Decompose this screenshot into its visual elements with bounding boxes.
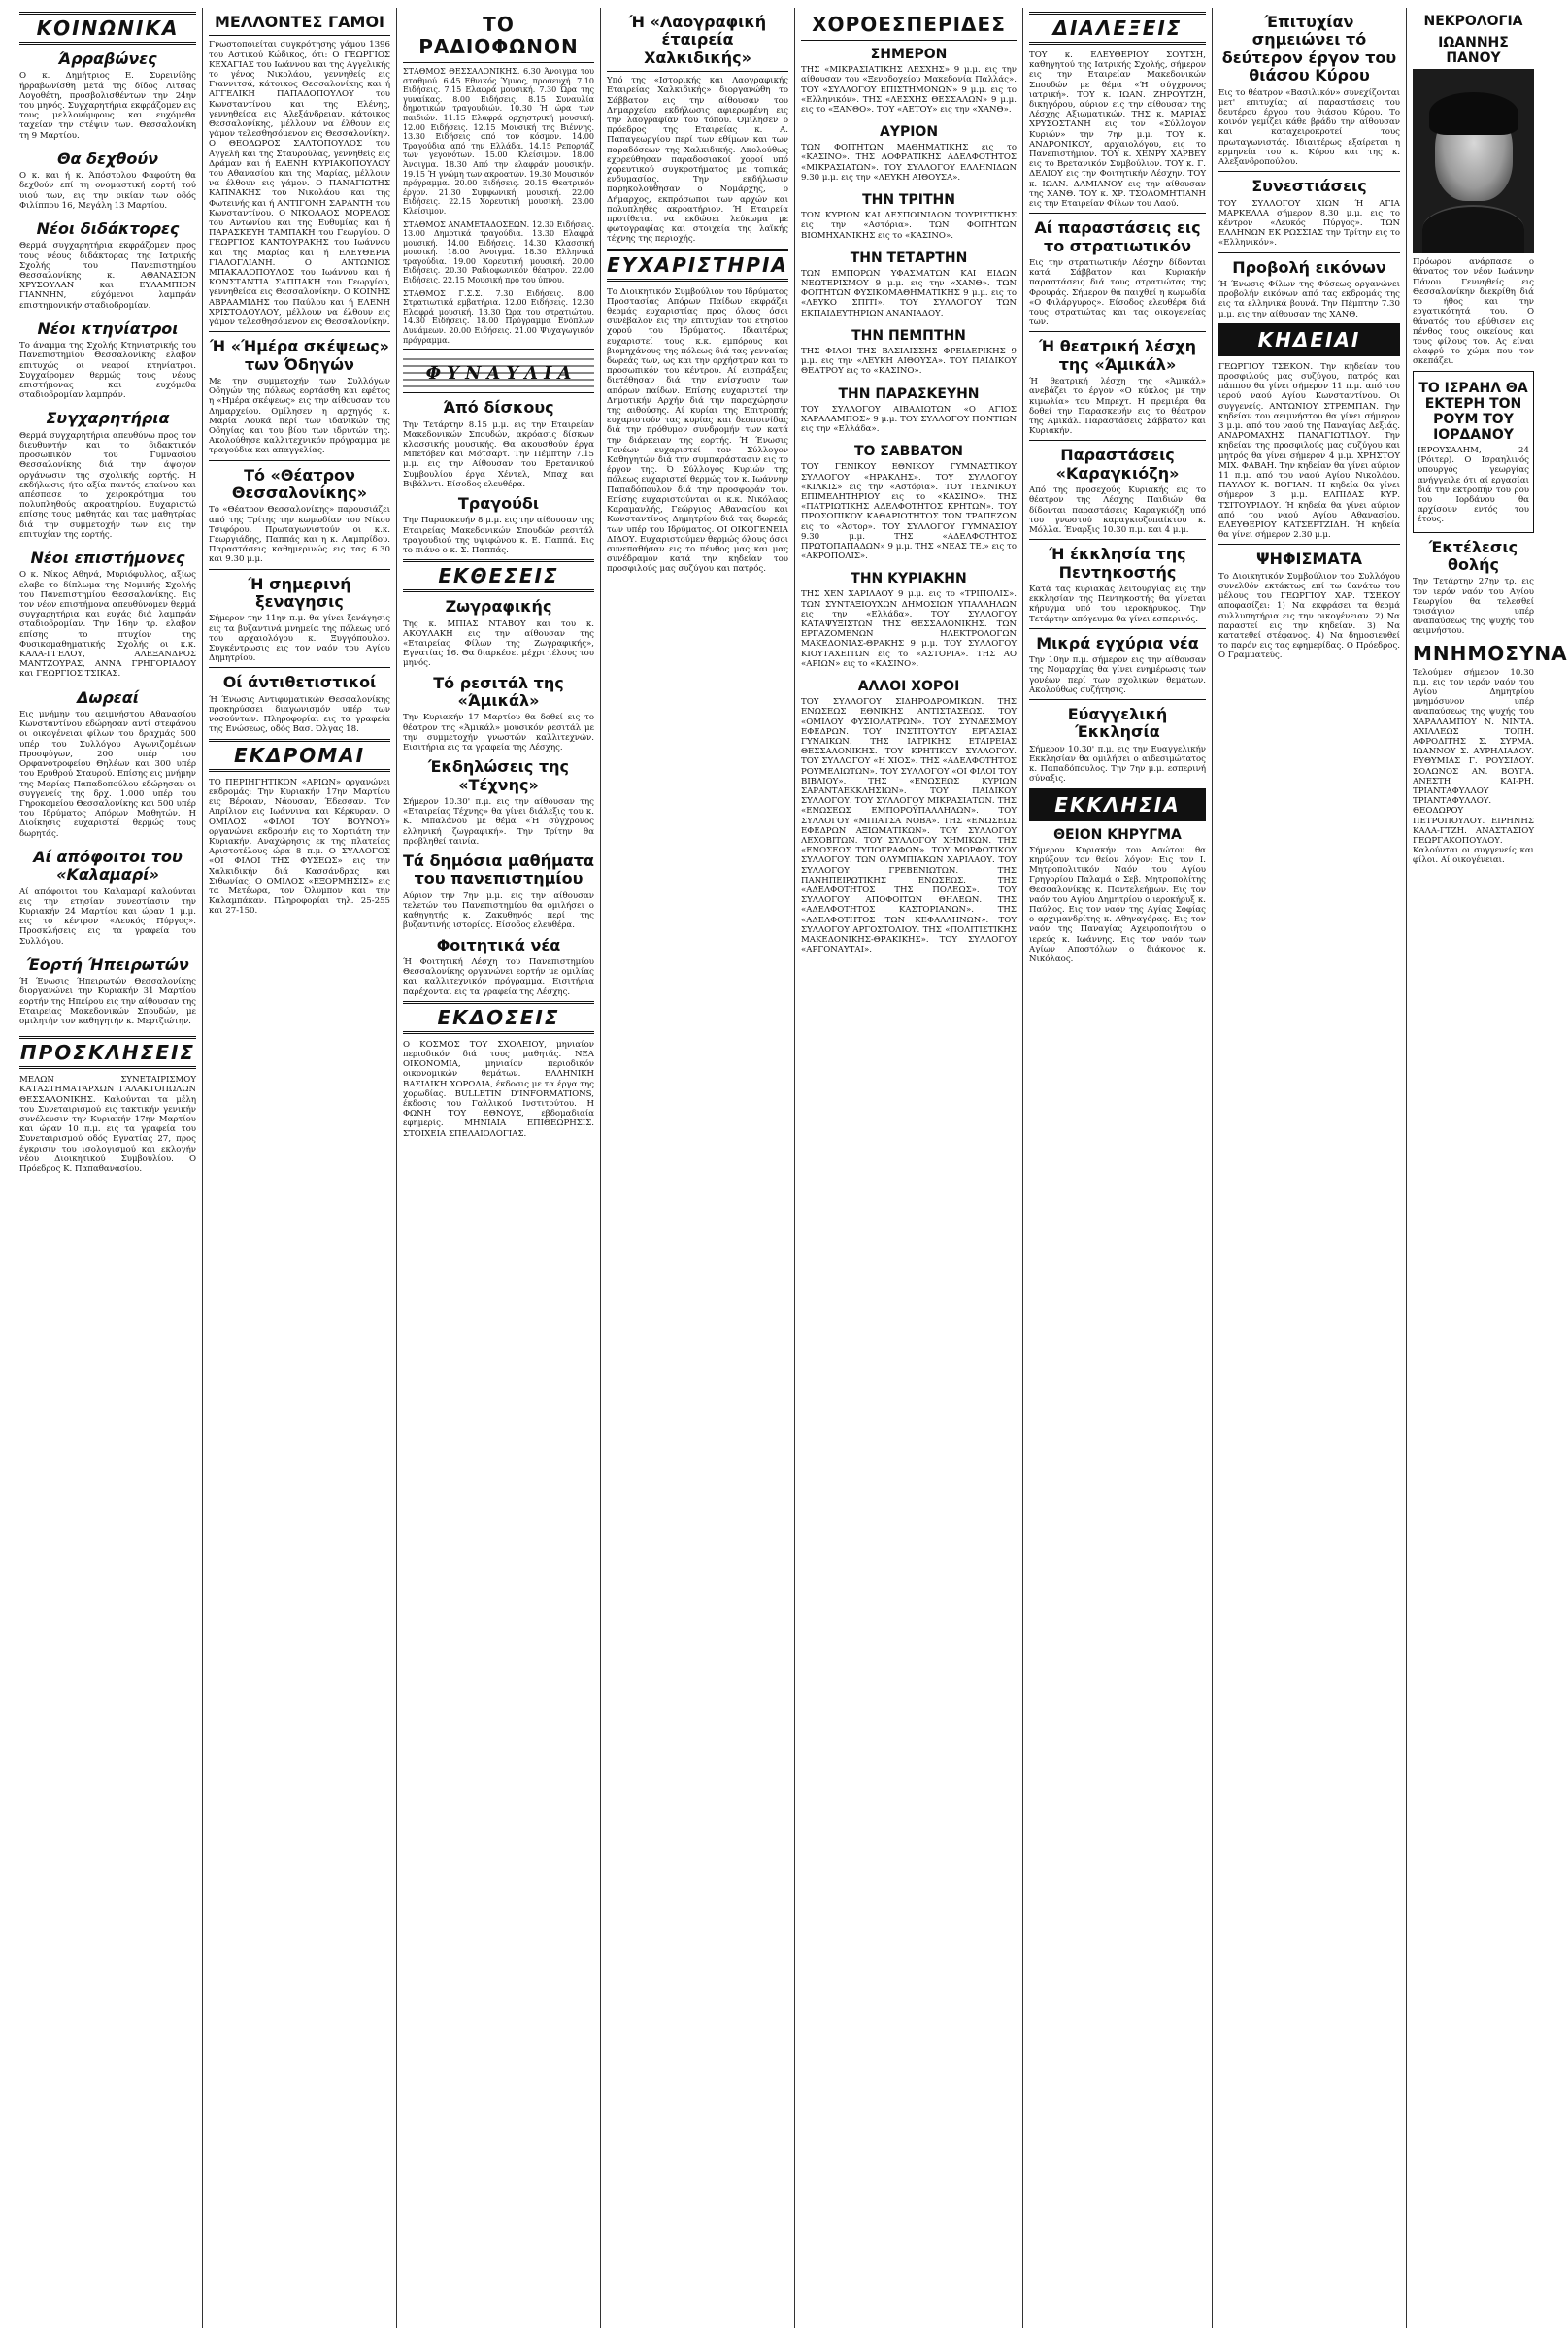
day-title: ΤΟ ΣΑΒΒΑΤΟΝ [853, 444, 964, 460]
portrait-shoulders [1422, 205, 1524, 253]
dinners-text: ΤΟΥ ΣΥΛΛΟΓΟΥ ΧΙΩΝ Ή ΑΓΙΑ ΜΑΡΚΕΛΛΑ σήμερον 8.30 μ.μ. εις το κέντρον «Λευκός Πύργος». ΤΩΝ ΕΛΛΗΝΩΝ ΕΚ ΡΩΣΣΙΑΣ την Τρίτην εις το «Ελληνικόν». [1218, 198, 1400, 249]
divider [1029, 440, 1206, 441]
social-section-2 [19, 150, 196, 211]
dances-day-8 [801, 571, 1017, 669]
dances-day-6 [801, 386, 1017, 435]
section-text: Το άναμμα της Σχολής Κτηνιατρικής του Πανεπιστημίου Θεσσαλονίκης ελαβον επιτυχώς οι νεαροί κτηνίατροι. Συγχαίρομεν θερμώς τους νέους επιστήμονας και ευχόμεθα σταδιοδρομίαν λαμπράν. [19, 341, 196, 401]
invitation-text: ΜΕΛΩΝ ΣΥΝΕΤΑΙΡΙΣΜΟΥ ΚΑΤΑΣΤΗΜΑΤΑΡΧΩΝ ΓΑΛΑΚΤΟΠΩΛΩΝ ΘΕΣΣΑΛΟΝΙΚΗΣ. Καλούνται τα μέλη του Συνεταιρισμού εις τακτικήν γενικήν συνέλευσιν την Κυριακήν 17ην Μαρτίου και ώραν 10 π.μ. εις τα γραφεία του Συνεταιρισμού οδός Εγνατίας 27, προς έγκρισιν του ισολογισμού και εκλογήν νέου Διοικητικού Συμβουλίου. Ο Πρόεδρος Κ. Παπαθανασίου. [19, 1075, 196, 1174]
divider [209, 460, 390, 461]
obituary-text: Πρόωρον ανάρπασε ο θάνατος τον νέον Ιωάννην Πάνου. Γεννηθείς εις Θεσσαλονίκην διεκρίθη διά το ήθος και την εργατικότητά του. Ο θάνατός του εβύθισεν εις πένθος τους οικείους και τους φίλους του. Ας είναι ελαφρύ το χώμα που τον σκεπάζει. [1413, 257, 1534, 367]
section-title: Αί απόφοιτοι του «Καλαμαρί» [33, 847, 183, 885]
dances-day-4 [801, 250, 1017, 318]
folklore-text: Υπό της «Ιστορικής και Λαογραφικής Εταιρείας Χαλκιδικής» διοργανώθη το Σάββατον εις την αίθουσαν του Δημαρχείου εκδήλωσις αφιερωμένη εις την λαογραφίαν του τόπου. Ομίλησεν ο πρόεδρος της Εταιρείας κ. Α. Παπαγεωργίου περί των εθίμων και των παραδόσεων της Χαλκιδικής. Ακολούθως εχορεύθησαν παραδοσιακοί χοροί υπό χορευτικού συγκροτήματος με τοπικάς ενδυμασίας. Την εκδήλωσιν παρηκολούθησαν ο Νομάρχης, ο Δήμαρχος, εκπρόσωποι των αρχών και πολυπληθές ακροατήριον. Ή Εταιρεία προτίθεται να εκδώσει λεύκωμα με φωτογραφίας και στοιχεία της λαϊκής τέχνης της περιοχής. [607, 76, 788, 245]
records-text: Την Τετάρτην 8.15 μ.μ. εις την Εταιρείαν Μακεδονικών Σπουδών, ακρόασις δίσκων κλασσικής μουσικής. Θα ακουσθούν έργα Μπετόβεν και Μότσαρτ. Την Πέμπτην 7.15 μ.μ. εις την Αίθουσαν του Βρετανικού Συμβουλίου έργα Χέντελ, Μπαχ και Βιβάλντι. Είσοδος ελευθέρα. [403, 419, 594, 489]
divider [1218, 252, 1400, 253]
section-text: Θερμά συγχαρητήρια εκφράζομεν προς τους νέους διδάκτορας της Ιατρικής Σχολής του Πανεπιστημίου Θεσσαλονίκης κ. ΑΘΑΝΑΣΙΟΝ ΧΡΥΣΟΥΛΑΝ και ΕΥΛΑΜΠΙΟΝ ΓΙΑΝΝΗΝ, εύχόμενοι λαμπράν επιστημονικήν σταδιοδρομίαν. [19, 241, 196, 311]
tour-text: Σήμερον την 11ην π.μ. θα γίνει ξενάγησις εις τα βυζαντινά μνημεία της πόλεως υπό του αρχαιολόγου κ. Ξυγγόπουλου. Συγκέντρωσις εις τον ναόν του Αγίου Δημητρίου. [209, 614, 390, 664]
newspaper-page [14, 8, 1568, 2328]
song-title: Τραγούδι [457, 494, 540, 514]
day-title: ΤΗΝ ΚΥΡΙΑΚΗΝ [851, 571, 967, 587]
dances-day-2 [801, 124, 1017, 183]
weddings-text: Γνωστοποιείται συγκρότησης γάμου 1396 του Αστικού Κώδικος, ότι: Ο ΓΕΩΡΓΙΟΣ ΚΕΧΑΓΙΑΣ του Ιωάννου και της Αγγελικής το γένος Νικολάου, γεννηθείς εις Γιαννιτσά, κάτοικος Θεσσαλονίκης και ή ΑΓΓΕΛΙΚΗ ΠΑΠΑΔΟΠΟΥΛΟΥ του Κωνσταντίνου και της Ελένης, γεννηθείσα εις Αλεξάνδρειαν, κάτοικος Θεσσαλονίκης, μέλλουν να έλθουν εις γάμον τελεσθησόμενον εις Θεσσαλονίκην. Ο ΘΕΟΔΩΡΟΣ ΣΑΛΤΟΠΟΥΛΟΣ του Αγγελή και της Σταυρούλας, γεννηθείς εις Δράμαν και ή ΕΛΕΝΗ ΚΥΡΙΑΚΟΠΟΥΛΟΥ του Αθανασίου και της Μαρίας, μέλλουν να έλθουν εις γάμον. Ο ΠΑΝΑΓΙΩΤΗΣ ΚΑΠΝΑΚΗΣ του Νικολάου και της Φωτεινής και ή ΑΝΤΙΓΟΝΗ ΣΑΡΑΝΤΗ του Κωνσταντίνου. Ο ΝΙΚΟΛΑΟΣ ΜΟΡΕΛΟΣ του Αντωνίου και της Ευθυμίας και ή ΠΑΡΑΣΚΕΥΗ ΤΑΜΠΑΚΗ του Γεωργίου. Ο ΓΕΩΡΓΙΟΣ ΚΑΝΤΟΥΡΑΚΗΣ του Ιωάννου και της Μαρίας και ή ΕΛΕΥΘΕΡΙΑ ΓΙΑΛΟΓΛΙΑΝΗ. Ο ΑΝΤΩΝΙΟΣ ΜΠΑΚΑΛΟΠΟΥΛΟΣ του Ιωάννου και ή ΚΩΝΣΤΑΝΤΙΑ ΣΑΠΠΑΚΗ του Γεωργίου, γεννηθείσα εις Θεσσαλονίκην. Ο ΚΟΙΝΗΣ ΑΒΡΑΑΜΙΔΗΣ του Παύλου και ή ΕΛΕΝΗ ΧΡΙΣΤΟΔΟΥΛΟΥ, μέλλουν να έλθουν εις γάμον τελεσθησόμενον εις Θεσσαλονίκην. [209, 40, 390, 328]
section-text: Αί απόφοιτοι του Καλαμαρί καλούνται εις την ετησίαν συνεστίασιν την Κυριακήν 24 Μαρτίου και ώραν 1 μ.μ. εις το κέντρον «Λευκός Πύργος». Προσκλήσεις εις τα γραφεία του Συλλόγου. [19, 886, 196, 947]
evangelical-church-text: Σήμερον 10.30' π.μ. εις την Ευαγγελικήν Εκκλησίαν θα ομιλήσει ο αιδεσιμώτατος κ. Παπαδόπουλος. Την 7ην μ.μ. εσπερινή σύναξις. [1029, 744, 1206, 785]
service-title: Έκτέλεσις θολής [1428, 537, 1518, 574]
social-section-4 [19, 320, 196, 401]
divider [1029, 213, 1206, 214]
antituberculosis-title: Οί άντιθετιστικοί [222, 673, 377, 692]
guides-title: Ή «Ήμέρα σκέψεως» των Όδηγών [210, 337, 389, 374]
social-section-6 [19, 550, 196, 680]
thanks-banner: ΕΥΧΑΡΙΣΤΗΡΙΑ [607, 249, 788, 282]
military-shows-title: Αί παραστάσεις εις το στρατιωτικόν [1034, 218, 1201, 255]
theatre-club-text: Ή θεατρική λέσχη της «Άμικάλ» ανεβάζει το έργον «Ο κύκλος με την κιμωλία» του Μπρεχτ. Η πρεμιέρα θα δοθεί την Παρασκευήν εις το θέατρον της Αμικάλ. Παραστάσεις Σάββατον και Κυριακήν. [1029, 377, 1206, 437]
column-lectures [1023, 8, 1213, 2328]
memorials-title: ΜΝΗΜΟΣΥΝΑ [1413, 641, 1568, 665]
day-title: ΤΗΝ ΤΡΙΤΗΝ [862, 192, 955, 209]
records-title: Άπό δίσκους [443, 398, 554, 418]
painting-title: Ζωγραφικής [445, 597, 552, 617]
invitations-banner: ΠΡΟΣΚΛΗΣΕΙΣ [19, 1036, 196, 1069]
day-text: ΤΗΣ «ΜΙΚΡΑΣΙΑΤΙΚΗΣ ΛΕΣΧΗΣ» 9 μ.μ. εις την αίθουσαν του «Ξενοδοχείου Μακεδονία Παλλάς». ΤΟΥ «ΣΥΛΛΟΓΟΥ ΕΠΙΣΤΗΜΟΝΩΝ» 9 μ.μ. εις το «Ελληνικόν». ΤΗΣ «ΛΕΣΧΗΣ ΘΕΣΣΑΛΩΝ» 9 μ.μ. εις το «ΞΑΝΘΟ». ΤΟΥ «ΑΕΤΟΥ» εις την «ΧΑΝΘ». [801, 65, 1017, 115]
column-obituaries [1407, 8, 1568, 2328]
radio-gss-text: ΣΤΑΘΜΟΣ Γ.Σ.Σ. 7.30 Ειδήσεις. 8.00 Στρατιωτικά εμβατήρια. 12.00 Ειδήσεις. 12.30 Ελαφρά μουσική. 13.30 Ώρα του στρατιώτου. 14.30 Ειδήσεις. 18.00 Πρόγραμμα Ενόπλων Δυνάμεων. 20.00 Ειδήσεις. 21.00 Ψυχαγωγικόν πρόγραμμα. [403, 288, 594, 345]
lectures-text: ΤΟΥ κ. ΕΛΕΥΘΕΡΙΟΥ ΣΟΥΤΣΗ, καθηγητού της Ιατρικής Σχολής, σήμερον εις την Εταιρείαν Μακεδονικών Σπουδών με θέμα «Ή σύγχρονος ιατρική». ΤΟΥ κ. ΙΩΑΝ. ΖΗΡΟΥΤΖΗ, δικηγόρου, αύριον εις την αίθουσαν της Λέσχης Αξιωματικών. ΤΗΣ κ. ΜΑΡΙΑΣ ΧΡΥΣΟΣΤΑΝΗ εις τον «Σύλλογον Κυριών» την 7ην μ.μ. ΤΟΥ κ. ΑΝΔΡΟΝΙΚΟΥ, αρχαιολόγου, εις το Πανεπιστήμιον. ΤΟΥ κ. ΧΕΝΡΥ ΧΑΡΒΕΥ εις το Βρετανικόν Συμβούλιον. ΤΟΥ κ. Γ. ΔΕΛΙΟΥ εις την Φοιτητικήν Λέσχην. ΤΟΥ κ. ΙΩΑΝ. ΔΑΜΙΑΝΟΥ εις την αίθουσαν της ΧΑΝΘ. ΤΟΥ κ. ΧΡ. ΤΣΟΛΟΜΗΤΙΑΝΗ εις την Εταιρείαν Φίλων του Λαού. [1029, 50, 1206, 210]
guides-text: Με την συμμετοχήν των Συλλόγων Οδηγών της πόλεως εορτάσθη και εφέτος η «Ημέρα σκέψεως» εις την αίθουσαν του Δημαρχείου. Ομίλησεν η αρχηγός κ. Μαρία Λουκά περί των ιδανικών της Οδηγίας και του βίου των ιδρυτών της. Ακολούθησε καλλιτεχνικόν πρόγραμμα με τραγούδια και απαγγελίας. [209, 377, 390, 456]
slideshow-text: Ή Ένωσις Φίλων της Φύσεως οργανώνει προβολήν εικόνων από τας εκδρομάς της εις τα ελληνικά βουνά. Την Πέμπτην 7.30 μ.μ. εις την αίθουσαν της ΧΑΝΘ. [1218, 279, 1400, 319]
divider [1218, 544, 1400, 545]
day-text: ΤΩΝ ΚΥΡΙΩΝ ΚΑΙ ΔΕΣΠΟΙΝΙΔΩΝ ΤΟΥΡΙΣΤΙΚΗΣ εις την «Αστόρια». ΤΩΝ ΦΟΙΤΗΤΩΝ ΒΙΟΜΗΧΑΝΙΚΗΣ εις το «ΚΑΣΙΝΟ». [801, 211, 1017, 241]
section-title: Άρραβώνες [58, 50, 157, 68]
dances-day-5 [801, 328, 1017, 377]
slideshow-title: Προβολή εικόνων [1232, 257, 1386, 277]
obituary-name: ΙΩΑΝΝΗΣ ΠΑΝΟΥ [1438, 35, 1509, 67]
social-section-8 [19, 849, 196, 947]
divider [209, 331, 390, 332]
day-text: ΤΟΥ ΓΕΝΙΚΟΥ ΕΘΝΙΚΟΥ ΓΥΜΝΑΣΤΙΚΟΥ ΣΥΛΛΟΓΟΥ «ΗΡΑΚΛΗΣ». ΤΟΥ ΣΥΛΛΟΓΟΥ «ΚΙΛΚΙΣ» εις την «Αστόρια». ΤΟΥ ΤΕΧΝΙΚΟΥ ΕΠΙΜΕΛΗΤΗΡΙΟΥ εις το «ΚΑΣΙΝΟ». ΤΗΣ «ΠΑΤΡΙΩΤΙΚΗΣ ΑΔΕΛΦΟΤΗΤΟΣ ΚΡΗΤΩΝ». ΤΟΥ ΠΡΟΣΩΠΙΚΟΥ ΚΑΘΑΡΙΟΤΗΤΟΣ ΤΩΝ ΤΡΑΠΕΖΩΝ εις το «Άστορ». ΤΟΥ ΣΥΛΛΟΓΟΥ ΓΥΜΝΑΣΙΟΥ 9.30 μ.μ. ΤΗΣ «ΑΔΕΛΦΟΤΗΤΟΣ ΠΡΩΤΟΠΑΠΑΔΩΝ» 9 μ.μ. ΤΗΣ «ΝΕΑΣ ΤΕ.» εις το «ΑΚΡΟΠΟΛΙΣ». [801, 462, 1017, 562]
radio-title: ΤΟ ΡΑΔΙΟΦΩΝΟΝ [418, 13, 579, 58]
evangelical-church-title: Εύαγγελική Έκκλησία [1067, 705, 1168, 742]
section-title: Συγχαρητήρια [46, 409, 170, 428]
day-text: ΤΟΥ ΣΥΛΛΟΓΟΥ ΣΙΔΗΡΟΔΡΟΜΙΚΩΝ. ΤΗΣ ΕΝΩΣΕΩΣ ΕΘΝΙΚΗΣ ΑΝΤΙΣΤΑΣΕΩΣ. ΤΟΥ «ΟΜΙΛΟΥ ΦΥΣΙΟΛΑΤΡΩΝ». ΤΟΥ ΣΥΝΔΕΣΜΟΥ ΕΦΕΔΡΩΝ. ΤΟΥ ΙΝΣΤΙΤΟΥΤΟΥ ΕΡΓΑΣΙΑΣ ΓΥΝΑΙΚΩΝ. ΤΗΣ ΙΑΤΡΙΚΗΣ ΕΤΑΙΡΕΙΑΣ ΘΕΣΣΑΛΟΝΙΚΗΣ. ΤΟΥ ΚΡΗΤΙΚΟΥ ΣΥΛΛΟΓΟΥ. ΤΟΥ ΣΥΛΛΟΓΟΥ «Η ΧΙΟΣ». ΤΗΣ «ΑΔΕΛΦΟΤΗΤΟΣ ΡΟΥΜΕΛΙΩΤΩΝ». ΤΟΥ ΣΥΛΛΟΓΟΥ «ΟΙ ΦΙΛΟΙ ΤΟΥ ΒΙΒΛΙΟΥ». ΤΗΣ «ΕΝΩΣΕΩΣ ΚΥΡΙΩΝ ΣΑΡΑΝΤΑΕΚΚΛΗΣΙΩΝ». ΤΟΥ ΠΑΙΔΙΚΟΥ ΣΥΛΛΟΓΟΥ. ΤΟΥ ΣΥΛΛΟΓΟΥ ΜΙΚΡΑΣΙΑΤΩΝ. ΤΗΣ «ΕΝΩΣΕΩΣ ΕΜΠΟΡΟΫΠΑΛΛΗΛΩΝ». ΤΟΥ ΣΥΛΛΟΓΟΥ «ΜΠΙΑΤΣΑ ΝΟΒΑ». ΤΗΣ «ΕΝΩΣΕΩΣ ΕΦΕΔΡΩΝ ΑΞΙΩΜΑΤΙΚΩΝ». ΤΟΥ ΣΥΛΛΟΓΟΥ ΛΕΧΟΒΙΤΩΝ. ΤΟΥ ΣΥΛΛΟΓΟΥ ΧΗΜΙΚΩΝ. ΤΗΣ «ΕΝΩΣΕΩΣ ΤΥΠΟΓΡΑΦΩΝ». ΤΟΥ ΜΟΡΦΩΤΙΚΟΥ ΣΥΛΛΟΓΟΥ. ΤΩΝ ΟΛΥΜΠΙΑΚΩΝ ΧΑΡΙΛΑΟΥ. ΤΟΥ ΣΥΛΛΟΓΟΥ ΓΡΕΒΕΝΙΩΤΩΝ. ΤΗΣ ΠΑΝΗΠΕΙΡΩΤΙΚΗΣ ΕΝΩΣΕΩΣ. ΤΗΣ «ΑΔΕΛΦΟΤΗΤΟΣ ΤΗΣ ΠΟΛΕΩΣ». ΤΟΥ ΣΥΛΛΟΓΟΥ ΑΠΟΦΟΙΤΩΝ ΘΗΛΕΩΝ. ΤΗΣ «ΑΔΕΛΦΟΤΗΤΟΣ ΚΑΣΤΟΡΙΑΝΩΝ». ΤΗΣ «ΑΔΕΛΦΟΤΗΤΟΣ ΤΩΝ ΚΕΦΑΛΛΗΝΩΝ». ΤΟΥ ΣΥΛΛΟΓΟΥ ΑΡΓΟΣΤΟΛΙΟΥ. ΤΗΣ «ΠΟΛΙΤΙΣΤΙΚΗΣ ΜΑΚΕΔΟΝΙΚΗΣ-ΘΡΑΚΙΚΗΣ». ΤΟΥ ΣΥΛΛΟΓΟΥ «ΑΡΓΟΝΑΥΤΑΙ». [801, 697, 1017, 955]
concerts-ornament-label: Φ Υ Ν Α Υ Λ Ι Α [425, 363, 572, 384]
jordan-title: ΤΟ ΙΣΡΑΗΛ ΘΑ ΕΚΤΕΡΗ ΤΟΝ ΡΟΥΜ ΤΟΥ ΙΟΡΔΑΝΟΥ [1418, 380, 1528, 443]
kyros-title: Έπιτυχίαν σημειώνει τό δεύτερον έργον του θιάσου Κύρου [1221, 13, 1397, 85]
university-lectures-text: Αύριον την 7ην μ.μ. εις την αίθουσαν τελετών του Πανεπιστημίου θα ομιλήσει ο καθηγητής κ. Ζακυθηνός περί της βυζαντινής ιστορίας. Είσοδος ελευθέρα. [403, 890, 594, 931]
section-text: Ο κ. Δημήτριος Ε. Συρεινίδης ήρραβωνίσθη μετά της δίδος Λιτσας Λογοθέτη, προσβολισθέντων την 24ην του μηνός. Συγχαρητήρια εκφράζομεν εις τους μελλονύμφους και ευχόμεθα ταχείαν την στέψιν των. Θεσσαλονίκη τη 9 Μαρτίου. [19, 71, 196, 141]
jordan-news-box [1413, 371, 1534, 533]
column-social [14, 8, 203, 2328]
day-title: ΑΥΡΙΟΝ [879, 124, 939, 141]
student-news-text: Ή Φοιτητική Λέσχη του Πανεπιστημίου Θεσσαλονίκης οργανώνει εορτήν με ομιλίας και καλλιτεχνικόν πρόγραμμα. Εισιτήρια παρέχονται εις τα γραφεία της Λέσχης. [403, 957, 594, 997]
divider [1029, 331, 1206, 332]
theatre-title: Τό «Θέατρον Θεσσαλονίκης» [231, 465, 368, 503]
divider [209, 35, 390, 36]
service-text: Την Τετάρτην 27ην τρ. εις τον ιερόν ναόν του Αγίου Γεωργίου θα τελεσθεί τρισάγιον υπέρ αναπαύσεως της ψυχής του αειμνήστου. [1413, 577, 1534, 637]
painting-text: Της κ. ΜΠΙΑΣ ΝΤΑΒΟΥ και του κ. ΑΚΟΥΛΑΚΗ εις την αίθουσαν της «Εταιρείας Φίλων της Ζωγραφικής», Εγνατίας 16. Θα διαρκέσει μέχρι τέλους του μηνός. [403, 618, 594, 669]
local-news-text: Την 10ην π.μ. σήμερον εις την αίθουσαν της Νομαρχίας θα γίνει ενημέρωσις των γονέων περί των σχολικών θεμάτων. Ακολούθως συζήτησις. [1029, 655, 1206, 695]
weddings-title: ΜΕΛΛΟΝΤΕΣ ΓΑΜΟΙ [214, 13, 384, 31]
song-text: Την Παρασκευήν 8 μ.μ. εις την αίθουσαν της Εταιρείας Μακεδονικών Σπουδών ρεσιτάλ τραγουδιού της υψιφώνου κ. Ε. Παππά. Εις το πιάνο ο κ. Σ. Παππάς. [403, 516, 594, 556]
dances-day-7 [801, 444, 1017, 561]
divider [1029, 628, 1206, 629]
section-text: Θερμά συγχαρητήρια απευθύνω προς τον διευθυντήν και το διδακτικόν προσωπικόν του Γυμνασίου Θεσσαλονίκης διά την άψογον οργάνωσιν της σχολικής εορτής. Η εκδήλωσις ήτο αξία παντός επαίνου και απέσπασε το χειροκρότημα του πολυπληθούς ακροατηρίου. Ευχαριστώ επίσης τους μαθητάς και τας μαθητρίας διά την συμμετοχήν των εις την επιτυχίαν της εορτής. [19, 430, 196, 540]
folklore-title: Ή «Λαογραφική έταιρεία Χαλκιδικής» [628, 13, 767, 67]
divider [801, 40, 1017, 41]
tour-title: Ή σημερινή ξεναγησις [248, 574, 351, 612]
social-section-1 [19, 50, 196, 141]
social-section-3 [19, 220, 196, 311]
lectures-banner: ΔΙΑΛΕΞΕΙΣ [1029, 12, 1206, 45]
church-banner: ΕΚΚΛΗΣΙΑ [1029, 788, 1206, 821]
recital-title: Τό ρεσιτάλ της «Άμικάλ» [433, 673, 564, 711]
music-staff-icon [403, 350, 594, 392]
day-text: ΤΩΝ ΕΜΠΟΡΩΝ ΥΦΑΣΜΑΤΩΝ ΚΑΙ ΕΙΔΩΝ ΝΕΩΤΕΡΙΣΜΟΥ 9 μ.μ. εις την «ΧΑΝΘ». ΤΩΝ ΦΟΙΤΗΤΩΝ ΦΥΣΙΚΟΜΑΘΗΜΑΤΙΚΗΣ 9 μ.μ. εις το «ΛΕΥΚΟ ΣΠΙΤΙ». ΤΟΥ ΣΥΛΛΟΓΟΥ ΤΩΝ ΕΚΠΑΙΔΕΥΤΗΡΙΩΝ ΑΝΑΝΙΑΔΟΥ. [801, 268, 1017, 318]
section-title: Θα δεχθούν [56, 149, 159, 168]
divider [1029, 539, 1206, 540]
column-radio [397, 8, 601, 2328]
divider [209, 569, 390, 570]
art-events-title: Έκδηλώσεις της «Τέχνης» [427, 757, 570, 794]
social-section-7 [19, 689, 196, 839]
portrait-photo [1413, 69, 1534, 253]
military-shows-text: Εις την στρατιωτικήν Λέσχην δίδονται κατά Σάββατον και Κυριακήν παραστάσεις διά τους στρατιώτας της Φρουράς. Σήμερον θα παιχθεί η κωμωδία «Ο Φιλάργυρος». Είσοδος ελευθέρα διά τους στρατιώτας και τας οικογενείας των. [1029, 258, 1206, 328]
radio-thessaloniki-text: ΣΤΑΘΜΟΣ ΘΕΣΣΑΛΟΝΙΚΗΣ. 6.30 Άνοιγμα του σταθμού. 6.45 Εθνικός Ύμνος, προσευχή. 7.10 Ειδήσεις. 7.15 Ελαφρά μουσική. 7.30 Ώρα της γυναίκας. 8.00 Ειδήσεις. 8.15 Συναυλία δημοτικών τραγουδιών. 10.30 Ή ώρα των παιδιών. 11.15 Ελαφρά ορχηστρική μουσική. 12.00 Ειδήσεις. 12.15 Μουσική της Βιέννης. 13.30 Ειδήσεις από τον κόσμον. 14.00 Τραγούδια από την Ελλάδα. 14.15 Ρεπορτάζ των γεγονότων. 15.00 Κλείσιμον. 18.00 Άνοιγμα. 18.30 Από την ελαφράν μουσικήν. 19.15 Ή γνώμη των ακροατών. 19.30 Μουσικόν πρόγραμμα. 20.00 Ειδήσεις. 20.15 Θεατρικόν έργον. 21.30 Συμφωνική μουσική. 22.00 Ειδήσεις. 22.15 Χορευτική μουσική. 23.00 Κλείσιμον. [403, 67, 594, 216]
karagiozis-text: Από της προσεχούς Κυριακής εις το θέατρον της Λέσχης Παιδιών θα δίδονται παραστάσεις Καραγκιόζη υπό του γνωστού καραγκιοζοπαίκτου κ. Μόλλα. Έναρξις 10.30 π.μ. και 4 μ.μ. [1029, 485, 1206, 536]
dances-day-9 [801, 679, 1017, 954]
funerals-banner: ΚΗΔΕΙΑΙ [1218, 323, 1400, 356]
section-text: Εις μνήμην του αειμνήστου Αθανασίου Κωνσταντίνου εδώρησαν αντί στεφάνου οι οικογένειαι φίλων του δραχμάς 500 υπέρ του Συλλόγου Αγωνιζομένων Προσφύγων, 200 υπέρ του Ορφανοτροφείου Θηλέων και 300 υπέρ του Ερυθρού Σταυρού. Επίσης εις μνήμην της Μαρίας Παπαδοπούλου εδώρησαν οι συγγενείς της δρχ. 1.000 υπέρ του Γηροκομείου Θεσσαλονίκης και 500 υπέρ του Ιδρύματος Απόρων Μαθητών. Η Διοίκησις ευχαριστεί θερμώς τους δωρητάς. [19, 710, 196, 839]
divider [1029, 699, 1206, 700]
day-title: ΤΗΝ ΠΕΜΠΤΗΝ [851, 327, 966, 344]
sermon-title: ΘΕΙΟΝ ΚΗΡΥΓΜΑ [1053, 826, 1182, 843]
art-events-text: Σήμερον 10.30' π.μ. εις την αίθουσαν της «Εταιρείας Τέχνης» θα γίνει διάλεξις του κ. Κ. Μπαλάνου με θέμα «Ή σύγχρονος ελληνική ζωγραφική». Την Τρίτην θα προβληθεί ταινία. [403, 797, 594, 847]
social-section-9 [19, 956, 196, 1026]
day-text: ΤΩΝ ΦΟΙΤΗΤΩΝ ΜΑΘΗΜΑΤΙΚΗΣ εις το «ΚΑΣΙΝΟ». ΤΗΣ ΛΟΦΡΑΤΙΚΗΣ ΑΔΕΛΦΟΤΗΤΟΣ «ΜΙΚΡΑΣΙΑΤΩΝ». ΤΟΥ ΣΥΛΛΟΓΟΥ ΕΛΛΗΝΙΔΩΝ 9.30 μ.μ. εις την «ΛΕΥΚΗ ΑΙΘΟΥΣΑ». [801, 143, 1017, 183]
radio-relay-text: ΣΤΑΘΜΟΣ ΑΝΑΜΕΤΑΔΟΣΕΩΝ. 12.30 Ειδήσεις. 13.00 Δημοτικά τραγούδια. 13.30 Ελαφρά μουσική. 14.00 Ειδήσεις. 14.30 Κλασσική μουσική. 18.00 Άνοιγμα. 18.30 Ελληνικά τραγούδια. 19.00 Χορευτική μουσική. 20.00 Ειδήσεις. 20.30 Ραδιοφωνικόν θέατρον. 22.00 Ειδήσεις. 22.15 Μουσική προ του ύπνου. [403, 219, 594, 285]
pentecost-church-text: Κατά τας κυριακάς λειτουργίας εις την εκκλησίαν της Πεντηκοστής θα γίνεται κήρυγμα υπό του ιεροκήρυκος. Την Τετάρτην απόγευμα θα γίνει εσπερινός. [1029, 584, 1206, 624]
section-title: Νέοι διδάκτορες [36, 219, 180, 239]
dances-title: ΧΟΡΟΕΣΠΕΡΙΔΕΣ [812, 13, 1006, 36]
karagiozis-title: Παραστάσεις «Καραγκιόζη» [1055, 446, 1180, 483]
theatre-club-title: Ή θεατρική λέσχη της «Άμικάλ» [1038, 337, 1197, 374]
day-text: ΤΗΣ ΧΕΝ ΧΑΡΙΛΑΟΥ 9 μ.μ. εις το «ΤΡΙΠΟΛΙΣ». ΤΩΝ ΣΥΝΤΑΞΙΟΥΧΩΝ ΔΗΜΟΣΙΩΝ ΥΠΑΛΛΗΛΩΝ εις την «Ελλάδα». ΤΟΥ ΣΥΛΛΟΓΟΥ ΚΑΤΑΨΥΞΙΣΤΩΝ ΤΗΣ ΘΕΣΣΑΛΟΝΙΚΗΣ. ΤΩΝ ΕΡΓΑΖΟΜΕΝΩΝ ΗΛΕΚΤΡΟΛΟΓΩΝ ΜΑΚΕΔΟΝΙΑΣ-ΘΡΑΚΗΣ 9 μ.μ. ΤΟΥ ΣΥΛΛΟΓΟΥ ΚΙΟΥΤΑΧΕΙΤΩΝ εις το «ΑΣΤΟΡΙΑ». ΤΗΣ ΑΟ «ΑΡΙΩΝ» εις το «ΚΑΣΙΝΟ». [801, 589, 1017, 669]
excursions-banner: ΕΚΔΡΟΜΑΙ [209, 739, 390, 772]
dances-day-1 [801, 47, 1017, 115]
day-text: ΤΟΥ ΣΥΛΛΟΓΟΥ ΑΙΒΑΛΙΩΤΩΝ «Ο ΑΓΙΟΣ ΧΑΡΑΛΑΜΠΟΣ» 9 μ.μ. ΤΟΥ ΣΥΛΛΟΓΟΥ ΠΟΝΤΙΩΝ εις την «Ελλάδα». [801, 404, 1017, 435]
column-weddings [203, 8, 397, 2328]
divider [1218, 171, 1400, 172]
section-text: Ο κ. Νίκος Αθηνά, Μυριόφυλλος, αξίως ελαβε το δίπλωμα της Νομικής Σχολής του Πανεπιστημίου Θεσσαλονίκης. Εις τον νέον επιστήμονα απευθύνομεν θερμά συγχαρητήρια και ευχάς διά λαμπράν σταδιοδρομίαν. Την 16ην τρ. ελαβον επίσης το πτυχίον της Φυσικομαθηματικής Σχολής οι κ.κ. ΚΑΛΑ-ΓΓΕΛΟΥ, ΑΛΕΞΑΝΔΡΟΣ ΜΑΝΤΖΟΥΡΑΣ, ΑΝΝΑ ΓΡΗΓΟΡΙΑΔΟΥ και ΓΕΩΡΓΙΟΣ ΤΣΙΚΑΣ. [19, 570, 196, 680]
publications-banner: ΕΚΔΟΣΕΙΣ [403, 1001, 594, 1034]
day-title: ΣΗΜΕΡΟΝ [870, 47, 948, 62]
excursions-text: ΤΟ ΠΕΡΙΗΓΗΤΙΚΟΝ «ΑΡΙΩΝ» οργανώνει εκδρομάς: Την Κυριακήν 17ην Μαρτίου εις Βέροιαν, Νάουσαν, Έδεσσαν. Τον Απρίλιον εις Ιωάννινα και Κέρκυραν. Ο ΟΜΙΛΟΣ «ΦΙΛΟΙ ΤΟΥ ΒΟΥΝΟΥ» οργανώνει εκδρομήν εις το Χορτιάτη την Κυριακήν. Αναχώρησις εκ της πλατείας Αριστοτέλους ώρα 8 π.μ. Ο ΣΥΛΛΟΓΟΣ «ΟΙ ΦΙΛΟΙ ΤΗΣ ΦΥΣΕΩΣ» εις την Χαλκιδικήν διά Κασσάνδρας και Σιθωνίας. Ο ΟΜΙΛΟΣ «ΕΞΟΡΜΗΣΙΣ» εις τα Μετέωρα, τον Όλυμπον και την Καλαμπάκαν. Πληροφορίαι τηλ. 25-255 και 27-150. [209, 777, 390, 917]
recital-text: Την Κυριακήν 17 Μαρτίου θα δοθεί εις το θέατρον της «Άμικάλ» μουσικόν ρεσιτάλ με την συμμετοχήν γνωστών καλλιτεχνών. Εισιτήρια εις τα γραφεία της Λέσχης. [403, 713, 594, 753]
section-title: Έορτή Ήπειρωτών [26, 954, 189, 974]
exhibitions-banner: ΕΚΘΕΣΕΙΣ [403, 559, 594, 592]
memorials-text: Τελούμεν σήμερον 10.30 π.μ. εις τον ιερόν ναόν του Αγίου Δημητρίου μνημόσυνον υπέρ αναπαύσεως της ψυχής του ΧΑΡΑΛΑΜΠΟΥ Ν. ΝΙΝΤΑ. ΑΧΙΛΛΕΩΣ ΤΟΠΗ. ΑΦΡΟΔΙΤΗΣ Σ. ΣΥΡΜΑ. ΙΩΑΝΝΟΥ Σ. ΑΥΡΗΛΙΑΔΟΥ. ΕΥΘΥΜΙΑΣ Γ. ΡΟΥΣΙΔΟΥ. ΣΟΛΩΝΟΣ ΑΝ. ΒΟΥΓΑ. ΑΝΕΣΤΗ ΚΑΙ-ΡΗ. ΤΡΙΑΝΤΑΦΥΛΛΟΥ ΤΡΙΑΝΤΑΦΥΛΛΟΥ. ΘΕΟΔΩΡΟΥ ΠΕΤΡΟΠΟΥΛΟΥ. ΕΙΡΗΝΗΣ ΚΑΛΑ-ΓΤΖΗ. ΑΝΑΣΤΑΣΙΟΥ ΓΕΩΡΓΑΚΟΠΟΥΛΟΥ. Καλούνται οι συγγενείς και φίλοι. Αί οικογένειαι. [1413, 667, 1534, 866]
column-dances [795, 8, 1023, 2328]
pentecost-church-title: Ή έκκλησία της Πεντηκοστής [1049, 545, 1186, 582]
resolutions-text: Το Διοικητικόν Συμβούλιον του Συλλόγου συνελθόν εκτάκτως επί τω θανάτω του μέλους του ΓΕΩΡΓΙΟΥ ΧΑΡ. ΤΣΕΚΟΥ αποφασίζει: 1) Να εκφράσει τα θερμά συλλυπητήρια εις την οικογένειαν. 2) Να παραστεί εις την κηδείαν. 3) Να κατατεθεί στέφανος. 4) Να δημοσιευθεί το παρόν εις τας εφημερίδας. Ο Πρόεδρος. Ο Γραμματεύς. [1218, 571, 1400, 661]
dances-day-3 [801, 192, 1017, 241]
divider [209, 667, 390, 668]
column-theatre-funerals [1213, 8, 1407, 2328]
resolutions-title: ΨΗΦΙΣΜΑΤΑ [1255, 550, 1363, 569]
jordan-text: ΙΕΡΟΥΣΑΛΗΜ, 24 (Ρόιτερ). Ο Ισραηλινός υπουργός γεωργίας ανήγγειλε ότι αί εργασίαι διά την εκτροπήν του ρου του Ιορδάνου θα αρχίσουν εντός του έτους. [1418, 445, 1529, 525]
section-title: Νέοι επιστήμονες [30, 549, 185, 568]
obituary-label: ΝΕΚΡΟΛΟΓΙΑ [1423, 14, 1523, 29]
university-lectures-title: Τά δημόσια μαθήματα του πανεπιστημίου [403, 852, 594, 888]
student-news-title: Φοιτητικά νέα [436, 935, 561, 954]
dinners-title: Συνεστιάσεις [1251, 177, 1367, 196]
divider [403, 62, 594, 63]
column-folklore [601, 8, 795, 2328]
day-title: ΑΛΛΟΙ ΧΟΡΟΙ [857, 679, 960, 695]
day-text: ΤΗΣ ΦΙΛΟΙ ΤΗΣ ΒΑΣΙΛΙΣΣΗΣ ΦΡΕΙΔΕΡΙΚΗΣ 9 μ.μ. εις την «ΛΕΥΚΗ ΑΙΘΟΥΣΑ». ΤΟΥ ΠΑΙΔΙΚΟΥ ΘΕΑΤΡΟΥ εις το «ΚΑΣΙΝΟ». [801, 346, 1017, 377]
concerts-ornament [403, 349, 594, 393]
divider [607, 71, 788, 72]
local-news-title: Μικρά εγχύρια νέα [1036, 633, 1199, 652]
theatre-text: Το «Θέατρον Θεσσαλονίκης» παρουσιάζει από της Τρίτης την κωμωδίαν του Νίκου Τσιφόρου. Πρωταγωνιστούν οι κ.κ. Γεωργιάδης, Παππάς και η κ. Λαμπρίδου. Παραστάσεις καθημερινώς εις τας 6.30 και 9.30 μ.μ. [209, 505, 390, 565]
day-title: ΤΗΝ ΤΕΤΑΡΤΗΝ [850, 250, 968, 266]
day-title: ΤΗΝ ΠΑΡΑΣΚΕΥΗΝ [838, 385, 980, 402]
sermon-text: Σήμερον Κυριακήν του Ασώτου θα κηρύξουν τον θείον λόγον: Εις τον Ι. Μητροπολιτικόν Ναόν του Αγίου Γρηγορίου Παλαμά ο Σεβ. Μητροπολίτης Θεσσαλονίκης κ. Παντελεήμων. Εις τον ναόν του Αγίου Δημητρίου ο ιεροκήρυξ κ. Παύλος. Εις τον ναόν της Αγίας Σοφίας ο αρχιμανδρίτης κ. Αθηναγόρας. Εις τον ναόν της Παναγίας Αχειροποιήτου ο ιερεύς κ. Ιωάννης. Εις τον ναόν των Αγίων Αποστόλων ο διάκονος κ. Νικόλαος. [1029, 845, 1206, 964]
social-section-5 [19, 410, 196, 540]
thanks-text: Το Διοικητικόν Συμβούλιον του Ιδρύματος Προστασίας Απόρων Παίδων εκφράζει θερμάς ευχαριστίας προς όλους όσοι συνέβαλον εις την επιτυχίαν του ετησίου χορού του Ιδρύματος. Ιδιαιτέρως ευχαριστεί τους κ.κ. εμπόρους και βιομηχάνους της πόλεως διά τας γενναίας δωρεάς των, ως και την ορχήστραν και το προσωπικόν του κέντρου. Αί εισπράξεις διετέθησαν διά την ενίσχυσιν των απόρων παίδων. Επίσης ευχαριστεί την Δημοτικήν Αρχήν διά την παραχώρησιν της αιθούσης. Αί κυρίαι της Επιτροπής ευχαριστούν τας κυρίας και δεσποινίδας διά την πρόθυμον συνδρομήν των κατά την διάρκειαν της εορτής. Ή Ένωσις Γονέων ευχαριστεί τον Σύλλογον Καθηγητών διά την συμπαράστασιν εις το έργον της. Ό Σύλλογος Κυριών της πόλεως ευχαριστεί θερμώς τον κ. Ιωάννην Παπαδόπουλον διά την προσφοράν του. Επίσης ευχαριστούνται οι κ.κ. Νικόλαος Καραμανλής, Γεώργιος Αθανασίου και Κωνσταντίνος Δημητρίου διά τας δωρεάς των υπέρ του Ιδρύματος. ΟΙ ΟΙΚΟΓΕΝΕΙΑ ΔΙΔΟΥ. Ευχαριστούμεν θερμώς όλους όσοι συνεπαθήσαν εις το πένθος μας και μας συνέδραμον κατά την κηδείαν του προσφιλούς μας συζύγου και πατρός. [607, 286, 788, 575]
portrait-hair [1429, 92, 1518, 135]
kyros-text: Εις το θέατρον «Βασιλικόν» συνεχίζονται μετ' επιτυχίας αί παραστάσεις του δευτέρου έργου του θιάσου Κύρου. Το κοινόν γεμίζει κάθε βράδυ την αίθουσαν και καταχειροκροτεί τους πρωταγωνιστάς. Ιδιαιτέρως εξαίρεται η ερμηνεία του κ. Κύρου και της κ. Αλεξανδροπούλου. [1218, 87, 1400, 167]
social-banner: ΚΟΙΝΩΝΙΚΑ [19, 12, 196, 45]
publications-text: Ο ΚΟΣΜΟΣ ΤΟΥ ΣΧΟΛΕΙΟΥ, μηνιαίον περιοδικόν διά τους μαθητάς. ΝΕΑ ΟΙΚΟΝΟΜΙΑ, μηνιαίον περιοδικόν οικονομικών θεμάτων. ΕΛΛΗΝΙΚΗ ΒΑΣΙΛΙΚΗ ΧΟΡΩΔΙΑ, έκδοσις με τα έργα της χορωδίας. ΒULLETIN D'INFORMATIONS, έκδοσις του Γαλλικού Ινστιτούτου. Η ΦΩΝΗ ΤΟΥ ΕΘΝΟΥΣ, εβδομαδιαία εφημερίς. ΜΗΝΙΑΙΑ ΕΠΙΘΕΩΡΗΣΙΣ. ΣΤΟΙΧΕΙΑ ΣΠΕΛΑΙΟΛΟΓΙΑΣ. [403, 1039, 594, 1139]
funerals-text: ΓΕΩΡΓΙΟΥ ΤΣΕΚΟΝ. Την κηδείαν του προσφιλούς μας συζύγου, πατρός και πάππου θα γίνει σήμερον 11 π.μ. από του ιερού ναού Αγίου Κωνσταντίνου. Οι συγγενείς. ΑΝΤΩΝΙΟΥ ΣΤΡΕΜΠΑΝ. Την κηδείαν του αειμνήστου θα γίνει σήμερον 3 μ.μ. από του ναού της Παναγίας Δεξιάς. ΑΝΔΡΟΜΑΧΗΣ ΠΑΝΑΓΙΩΤΙΔΟΥ. Την κηδείαν της προσφιλούς μας συζύγου και μητρός θα γίνει σήμερον 4 μ.μ. ΧΡΗΣΤΟΥ ΜΙΧ. ΦΑΒΑΗ. Την κηδείαν θα γίνει αύριον 11 π.μ. από του ναού Αγίου Νικολάου. ΠΑΥΛΟΥ Κ. ΒΟΓΙΑΝ. Ή κηδεία θα γίνει σήμερον 3 μ.μ. ΕΛΠΙΔΑΣ ΚΥΡ. ΤΣΙΤΟΥΡΙΔΟΥ. Ή κηδεία θα γίνει αύριον από του ναού Αγίου Αθανασίου. ΕΛΕΥΘΕΡΙΟΥ ΚΑΤΣΕΡΤΖΙΔΗ. Ή κηδεία θα γίνει σήμερον 2.30 μ.μ. [1218, 361, 1400, 541]
section-text: Ο κ. και ή κ. Άπόστολου Φαφούτη θα δεχθούν επί τη ονομαστική εορτή τού υιού των, εις την οικίαν των οδός Φιλίππου 16, Μεγάλη 13 Μαρτίου. [19, 171, 196, 211]
section-title: Δωρεαί [77, 687, 139, 707]
section-title: Νέοι κτηνίατροι [37, 318, 179, 338]
antituberculosis-text: Ή Ένωσις Αντιφυματικών Θεσσαλονίκης προκηρύσσει διαγωνισμόν υπέρ των νοσούντων. Πληροφορίαι εις τα γραφεία της Ενώσεως, οδός Βασ. Όλγας 18. [209, 694, 390, 735]
section-text: Ή Ένωσις Ήπειρωτών Θεσσαλονίκης διοργανώνει την Κυριακήν 31 Μαρτίου εορτήν της Ηπείρου εις την αίθουσαν της Εταιρείας Μακεδονικών Σπουδών, με ομιλητήν τον καθηγητήν κ. Μερτζιώτην. [19, 977, 196, 1026]
